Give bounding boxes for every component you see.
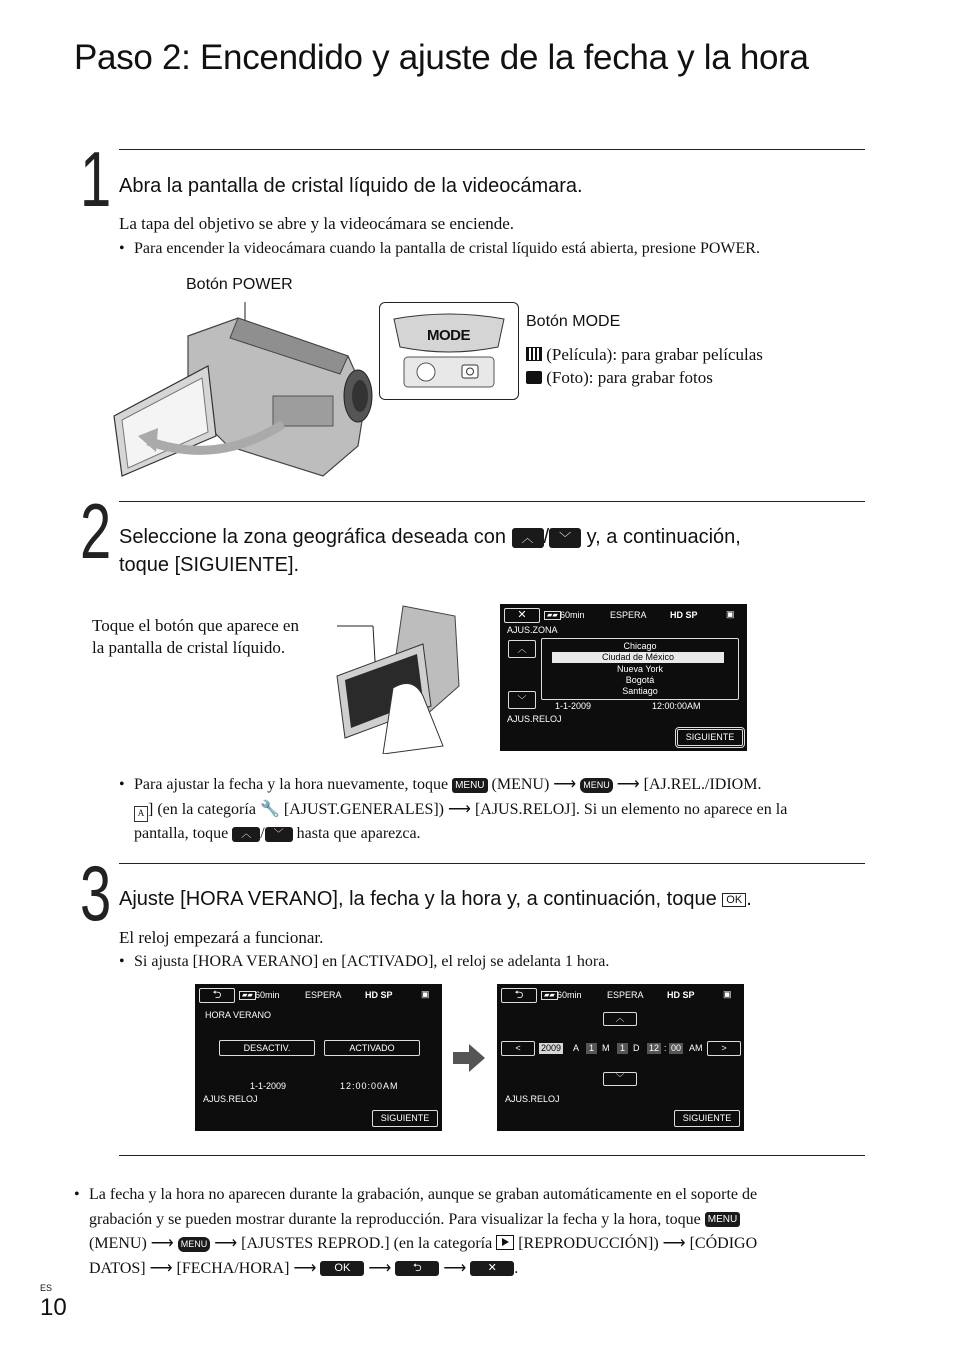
step3-divider xyxy=(119,863,865,864)
zone-item[interactable]: Nueva York xyxy=(616,664,664,674)
next-field-button[interactable]: > xyxy=(707,1041,741,1056)
ampm-field[interactable]: AM xyxy=(689,1043,703,1053)
page-lang: ES xyxy=(40,1283,53,1293)
lcd-quality: HD SP xyxy=(365,990,393,1000)
lcd-quality: HD SP xyxy=(670,610,698,620)
lcd-dst-title: HORA VERANO xyxy=(205,1010,272,1020)
photo-mode-line xyxy=(526,368,713,388)
lcd-date: 1-1-2009 xyxy=(555,701,592,711)
mode-button-label: Botón MODE xyxy=(526,313,621,330)
back-icon[interactable]: ⮌ xyxy=(501,988,537,1003)
power-button-label: Botón POWER xyxy=(186,276,293,293)
zone-item[interactable]: Santiago xyxy=(622,686,658,696)
note-part: . xyxy=(514,1259,519,1277)
step1-heading: Abra la pantalla de cristal líquido de la videocámara. xyxy=(119,175,583,197)
up-arrow-icon: ︿ xyxy=(512,528,544,548)
step3-heading: Ajuste [HORA VERANO], la fecha y la hora y, a continuación, toque OK . xyxy=(119,888,752,910)
dst-lcd-screen xyxy=(195,984,442,1131)
language-icon: A xyxy=(134,806,148,822)
step3-text: El reloj empezará a funcionar. xyxy=(119,928,324,947)
lcd-time-left: 60min xyxy=(560,610,585,620)
step2-heading-part-c: toque [SIGUIENTE]. xyxy=(119,554,300,576)
year-unit: A xyxy=(573,1043,580,1053)
bottom-divider xyxy=(119,1155,865,1156)
month-unit: M xyxy=(602,1043,610,1053)
zone-item[interactable]: Bogotá xyxy=(625,675,655,685)
step2-bullet-part: (MENU) xyxy=(491,776,550,793)
zone-item-selected[interactable]: Ciudad de México xyxy=(552,652,724,663)
step2-bullet-part: hasta que aparezca. xyxy=(296,825,421,842)
dst-off-button[interactable]: DESACTIV. xyxy=(219,1040,315,1056)
mode-text: MODE xyxy=(427,327,470,344)
down-arrow-icon: ﹀ xyxy=(265,827,293,842)
movie-mode-line xyxy=(526,345,763,365)
lcd-zone-title: AJUS.ZONA xyxy=(507,625,558,635)
lcd-clock-label: AJUS.RELOJ xyxy=(505,1094,560,1104)
note-part: [FECHA/HORA] xyxy=(176,1259,290,1277)
note-part: (MENU) xyxy=(89,1235,147,1252)
zone-lcd-screen xyxy=(500,604,747,751)
step1-number: 1 xyxy=(80,135,112,223)
ok-icon: OK xyxy=(722,893,746,907)
step2-bullet-part: Para ajustar la fecha y la hora nuevamente, toque xyxy=(134,776,449,793)
previous-field-button[interactable]: < xyxy=(501,1041,535,1056)
lcd-status: ESPERA xyxy=(610,610,647,620)
step2-bullet: • Para ajustar la fecha y la hora nuevamente, toque MENU (MENU) ⟶ MENU ⟶ [AJ.REL./IDIOM. A ] (en la categoría 🔧 [AJUST.GENERALES]) ⟶ [AJUS.RELOJ]. Si un elemento no aparece en la pantalla, toque ︿ / ﹀ hasta que aparezca. xyxy=(119,776,788,842)
lcd-time-left: 60min xyxy=(255,990,280,1000)
day-unit: D xyxy=(633,1043,640,1053)
step1-text: La tapa del objetivo se abre y la videocámara se enciende. xyxy=(119,214,515,233)
back-icon: ⮌ xyxy=(395,1261,439,1276)
down-arrow-icon: ﹀ xyxy=(549,528,581,548)
note-part: DATOS] xyxy=(89,1259,146,1277)
menu-return-icon: MENU xyxy=(178,1237,211,1252)
step2-bullet-part: [AJUST.GENERALES]) xyxy=(283,800,444,818)
step2-number: 2 xyxy=(80,487,112,575)
dst-on-button[interactable]: ACTIVADO xyxy=(324,1040,420,1056)
page-number: 10 xyxy=(40,1294,67,1321)
photo-mode-text: (Foto): para grabar fotos xyxy=(546,368,713,387)
up-arrow-icon: ︿ xyxy=(232,827,260,842)
ok-button-icon: OK xyxy=(320,1261,364,1276)
step1-divider xyxy=(119,149,865,150)
step3-heading-text: Ajuste [HORA VERANO], la fecha y la hora y, a continuación, toque xyxy=(119,888,717,910)
next-button[interactable]: SIGUIENTE xyxy=(677,729,743,746)
play-icon xyxy=(496,1235,514,1250)
battery-icon: ▰▰ xyxy=(541,991,558,1000)
note-bullet: • La fecha y la hora no aparecen durante la grabación, aunque se graban automáticamente en el soporte de grabación y se pueden mostrar durante la reproducción. Para visualizar la fecha y la hora, toque MENU (MENU) ⟶ MENU ⟶ [AJUSTES REPROD.] (en la categoría [REPRODUCCIÓN]) ⟶ [CÓDIGO DATOS] ⟶ [FECHA/HORA] ⟶ OK ⟶ ⮌ ⟶ ✕ . xyxy=(74,1186,758,1277)
note-part: La fecha y la hora no aparecen durante la grabación, aunque se graban automáticamente en el soporte de xyxy=(89,1186,758,1203)
zone-item[interactable]: Chicago xyxy=(623,641,657,651)
step3-number: 3 xyxy=(80,849,112,937)
camera-icon xyxy=(526,371,542,384)
zone-list xyxy=(541,638,739,700)
menu-return-icon: MENU xyxy=(580,778,613,793)
mode-button-inset xyxy=(379,302,519,400)
battery-icon: ▰▰ xyxy=(544,611,561,620)
media-icon: ▣ xyxy=(723,989,732,999)
step2-bullet-part: ] (en la categoría xyxy=(148,800,256,818)
camcorder-illustration xyxy=(108,296,380,486)
step2-heading-part-b: y, a continuación, xyxy=(586,526,741,548)
value-up-button[interactable]: ︿ xyxy=(603,1012,637,1026)
value-down-button[interactable]: ﹀ xyxy=(603,1072,637,1086)
menu-icon: MENU xyxy=(705,1212,740,1227)
back-icon[interactable]: ⮌ xyxy=(199,988,235,1003)
lcd-clock-label: AJUS.RELOJ xyxy=(507,714,562,724)
step2-heading-part-a: Seleccione la zona geográfica deseada con xyxy=(119,526,506,548)
lcd-time: 12:00:00AM xyxy=(340,1081,399,1091)
close-icon: ✕ xyxy=(470,1261,514,1276)
step1-bullet: • Para encender la videocámara cuando la pantalla de cristal líquido está abierta, presione POWER. xyxy=(134,237,760,262)
page-title: Paso 2: Encendido y ajuste de la fecha y la hora xyxy=(74,38,809,77)
step2-divider xyxy=(119,501,865,502)
film-icon xyxy=(526,347,542,361)
lcd-date: 1-1-2009 xyxy=(250,1081,287,1091)
lcd-time: 12:00:00AM xyxy=(652,701,701,711)
menu-icon: MENU xyxy=(452,778,487,793)
day-field[interactable]: 1 xyxy=(617,1043,628,1054)
touch-callout xyxy=(92,615,299,659)
note-part: [CÓDIGO xyxy=(689,1235,758,1252)
step3-bullet: • Si ajusta [HORA VERANO] en [ACTIVADO], el reloj se adelanta 1 hora. xyxy=(134,950,609,975)
zone-up-button[interactable]: ︿ xyxy=(508,640,536,658)
touch-callout-line1: Toque el botón que aparece en xyxy=(92,616,299,635)
battery-icon: ▰▰ xyxy=(239,991,256,1000)
lcd-time-left: 60min xyxy=(557,990,582,1000)
next-button[interactable]: SIGUIENTE xyxy=(674,1110,740,1127)
wrench-icon: 🔧 xyxy=(259,800,280,818)
media-icon: ▣ xyxy=(421,989,430,999)
hour-field[interactable]: 12 xyxy=(649,1043,660,1053)
next-button[interactable]: SIGUIENTE xyxy=(372,1110,438,1127)
close-icon[interactable]: ✕ xyxy=(504,608,540,623)
minute-field[interactable]: 00 xyxy=(671,1043,682,1053)
lcd-quality: HD SP xyxy=(667,990,695,1000)
step2-heading: Seleccione la zona geográfica deseada con ︿ / ﹀ y, a continuación, toque [SIGUIENTE]. xyxy=(119,526,741,576)
media-icon: ▣ xyxy=(726,609,735,619)
clock-lcd-screen xyxy=(497,984,744,1131)
movie-mode-text: (Película): para grabar películas xyxy=(546,345,763,364)
note-part: grabación y se pueden mostrar durante la reproducción. Para visualizar la fecha y la hora, toque xyxy=(89,1210,701,1228)
time-separator: : xyxy=(664,1043,667,1053)
step2-bullet-part: pantalla, toque xyxy=(134,825,229,842)
lcd-status: ESPERA xyxy=(305,990,342,1000)
month-field[interactable]: 1 xyxy=(586,1043,597,1054)
zone-down-button[interactable]: ﹀ xyxy=(508,691,536,709)
note-part: [AJUSTES REPROD.] (en la categoría xyxy=(241,1235,493,1252)
year-field[interactable]: 2009 xyxy=(541,1043,562,1053)
lcd-status: ESPERA xyxy=(607,990,644,1000)
note-part: [REPRODUCCIÓN]) xyxy=(518,1235,659,1252)
touch-callout-line2: la pantalla de cristal líquido. xyxy=(92,638,286,657)
lcd-clock-label: AJUS.RELOJ xyxy=(203,1094,258,1104)
touch-screen-illustration xyxy=(333,596,463,754)
step2-bullet-part: [AJUS.RELOJ]. Si un elemento no aparece en la xyxy=(474,800,788,818)
arrow-right-icon xyxy=(453,1044,485,1072)
step2-bullet-part: [AJ.REL./IDIOM. xyxy=(643,776,762,793)
